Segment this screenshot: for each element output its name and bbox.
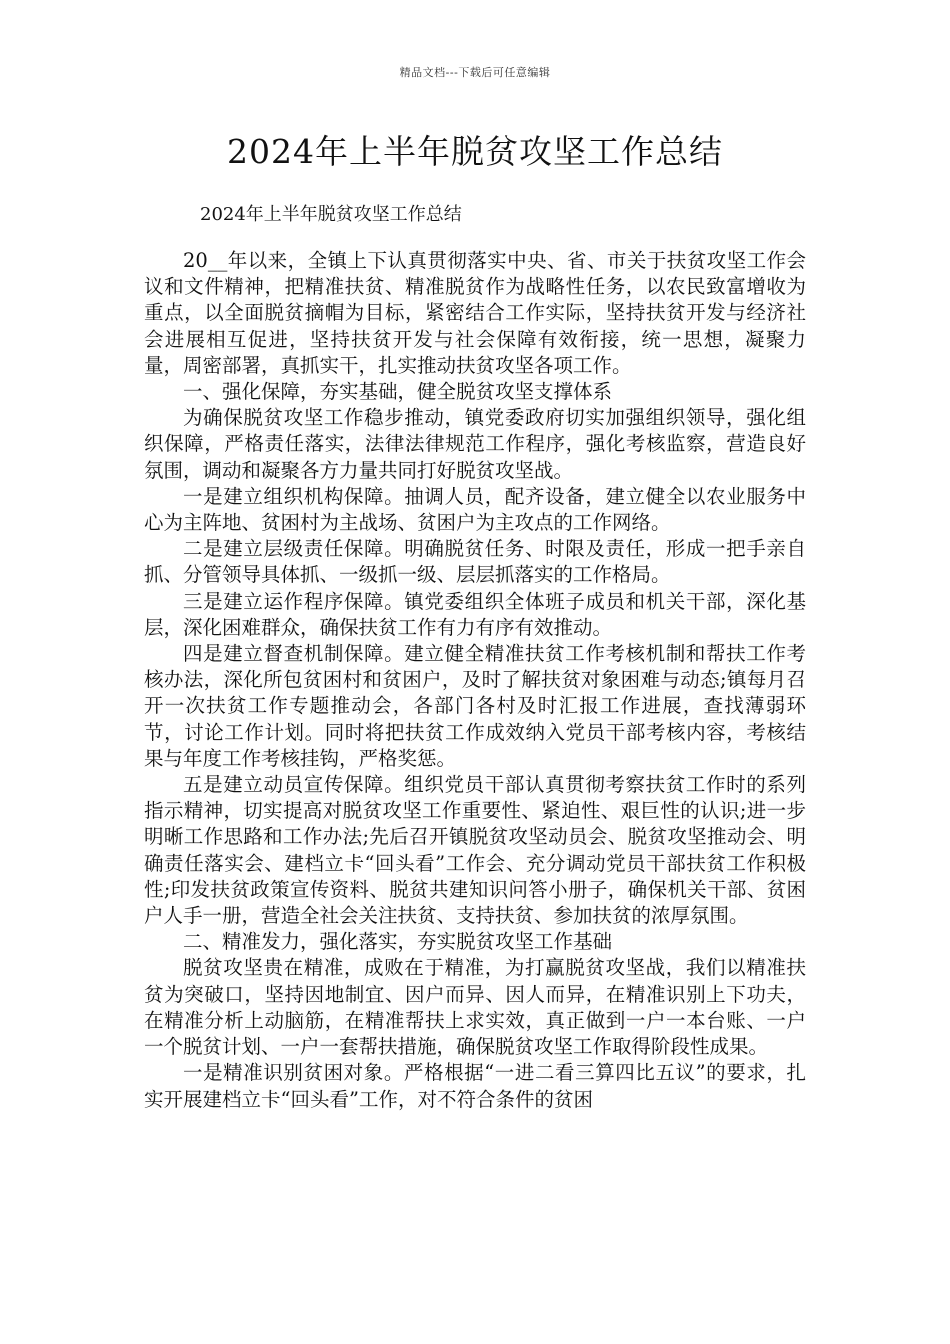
paragraph: 一是精准识别贫困对象。严格根据“一进二看三算四比五议”的要求，扎实开展建档立卡“回头看”工作，对不符合条件的贫困 [144,1061,806,1111]
paragraph: 20__年以来，全镇上下认真贯彻落实中央、省、市关于扶贫攻坚工作会议和文件精神，把精准扶贫、精准脱贫作为战略性任务，以农民致富增收为重点，以全面脱贫摘帽为目标，紧密结合工作实际，坚持扶贫开发与经济社会进展相互促进，坚持扶贫开发与社会保障有效衔接，统一思想，凝聚力量，周密部署，真抓实干，扎实推动扶贫攻坚各项工作。 [144,249,806,377]
header-note: 精品文档---下载后可任意编辑 [399,66,551,79]
paragraph: 二是建立层级责任保障。明确脱贫任务、时限及责任，形成一把手亲自抓、分管领导具体抓、一级抓一级、层层抓落实的工作格局。 [144,537,806,587]
section-heading: 二、精准发力，强化落实，夯实脱贫攻坚工作基础 [183,930,613,954]
paragraph: 三是建立运作程序保障。镇党委组织全体班子成员和机关干部，深化基层，深化困难群众，确保扶贫工作有力有序有效推动。 [144,589,806,639]
document-subtitle: 2024年上半年脱贫攻坚工作总结 [200,204,462,225]
paragraph: 脱贫攻坚贵在精准，成败在于精准，为打赢脱贫攻坚战，我们以精准扶贫为突破口，坚持因地制宜、因户而异、因人而异，在精准识别上下功夫，在精准分析上动脑筋，在精准帮扶上求实效，真正做到一户一本台账、一户一个脱贫计划、一户一套帮扶措施，确保脱贫攻坚工作取得阶段性成果。 [144,956,806,1059]
paragraph: 四是建立督查机制保障。建立健全精准扶贫工作考核机制和帮扶工作考核办法，深化所包贫困村和贫困户，及时了解扶贫对象困难与动态;镇每月召开一次扶贫工作专题推动会，各部门各村及时汇报工作进展，查找薄弱环节，讨论工作计划。同时将把扶贫工作成效纳入党员干部考核内容，考核结果与年度工作考核挂钩，严格奖惩。 [144,642,806,770]
paragraph: 为确保脱贫攻坚工作稳步推动，镇党委政府切实加强组织领导，强化组织保障，严格责任落实，法律法律规范工作程序，强化考核监察，营造良好氛围，调动和凝聚各方力量共同打好脱贫攻坚战。 [144,406,806,482]
section-heading: 一、强化保障，夯实基础，健全脱贫攻坚支撑体系 [183,380,613,404]
paragraph: 一是建立组织机构保障。抽调人员，配齐设备，建立健全以农业服务中心为主阵地、贫困村为主战场、贫困户为主攻点的工作网络。 [144,484,806,535]
document-title: 2024年上半年脱贫攻坚工作总结 [227,132,723,171]
paragraph: 五是建立动员宣传保障。组织党员干部认真贯彻考察扶贫工作时的系列指示精神，切实提高对脱贫攻坚工作重要性、紧迫性、艰巨性的认识;进一步明晰工作思路和工作办法;先后召开镇脱贫攻坚动员会、脱贫攻坚推动会、明确责任落实会、建档立卡“回头看”工作会、充分调动党员干部扶贫工作积极性;印发扶贫政策宣传资料、脱贫共建知识问答小册子，确保机关干部、贫困户人手一册，营造全社会关注扶贫、支持扶贫、参加扶贫的浓厚氛围。 [144,773,806,928]
document-body [144,248,806,1113]
